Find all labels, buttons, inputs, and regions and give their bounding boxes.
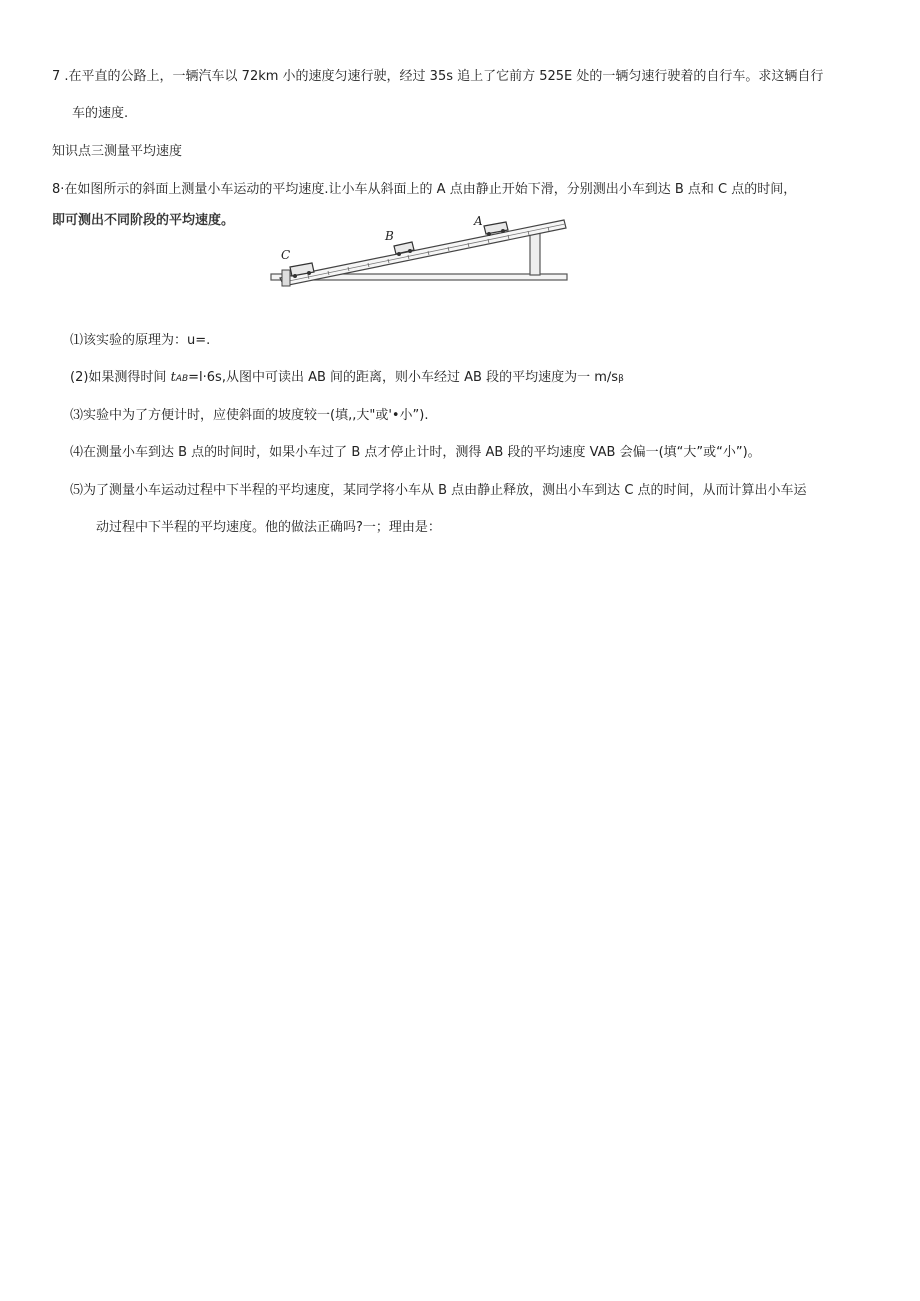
q8-part2-time-var: t bbox=[170, 370, 176, 385]
support-post bbox=[530, 230, 540, 275]
q8-part2 bbox=[70, 368, 624, 389]
label-b: B bbox=[385, 229, 394, 243]
q8-part2-prefix: (2)如果测得时间 bbox=[70, 370, 171, 385]
q7-text-line2: 车的速度. bbox=[72, 106, 129, 121]
label-a: A bbox=[474, 214, 483, 228]
q8-text-line2: 即可测出不同阶段的平均速度。 bbox=[52, 213, 235, 228]
q8-part2-tail: β bbox=[618, 374, 624, 384]
label-c: C bbox=[281, 248, 291, 262]
end-stop bbox=[282, 270, 290, 286]
q8-part5-line1: ⑸为了测量小车运动过程中下半程的平均速度，某同学将小车从 B 点由静止释放，测出小车到达 C 点的时间，从而计算出小车运 bbox=[70, 483, 807, 498]
q8-part5-line2: 动过程中下半程的平均速度。他的做法正确吗?一；理由是： bbox=[96, 520, 441, 535]
q8-text-line1: 8·在如图所示的斜面上测量小车运动的平均速度.让小车从斜面上的 A 点由静止开始下滑，分别测出小车到达 B 点和 C 点的时间， bbox=[52, 182, 797, 197]
q7-text-line1: 7 .在平直的公路上，一辆汽车以 72km 小的速度匀速行驶，经过 35s 追上了它前方 525E 处的一辆匀速行驶着的自行车。求这辆自行 bbox=[52, 69, 824, 84]
ramp-scale-line bbox=[284, 224, 565, 282]
q8-part4: ⑷在测量小车到达 B 点的时间时，如果小车过了 B 点才停止计时，测得 AB 段的平均速度 VAB 会偏一(填“大”或“小”)。 bbox=[70, 445, 761, 460]
q8-part2-suffix: =l·6s,从图中可读出 AB 间的距离，则小车经过 AB 段的平均速度为一 m∕s bbox=[188, 370, 619, 385]
incline-experiment-figure bbox=[268, 212, 573, 294]
section-title: 知识点三测量平均速度 bbox=[52, 144, 183, 159]
incline-diagram bbox=[268, 212, 573, 294]
q8-part3: ⑶实验中为了方便计时，应使斜面的坡度较一(填,,大"或'•小”). bbox=[70, 408, 429, 423]
q8-part1: ⑴该实验的原理为：u=. bbox=[70, 333, 211, 348]
q8-part2-time-subscript: AB bbox=[175, 374, 189, 384]
